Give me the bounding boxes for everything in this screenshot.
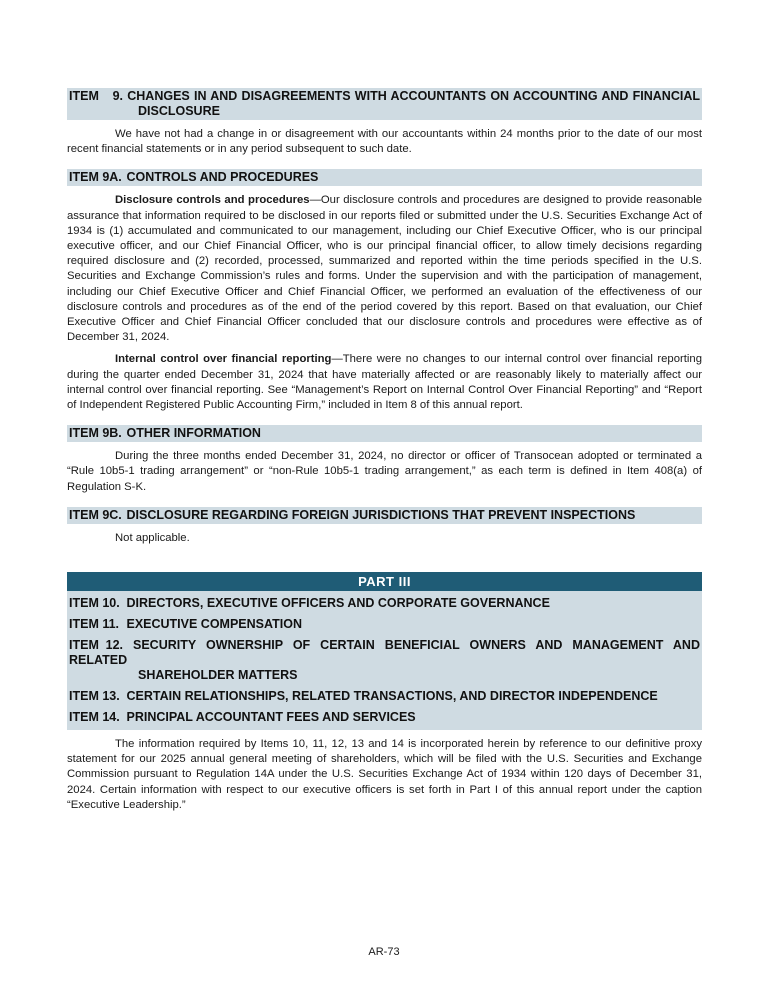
item11-heading bbox=[69, 614, 700, 635]
disclosure-controls-lead: Disclosure controls and procedures bbox=[115, 194, 310, 207]
item9-title-continued: DISCLOSURE bbox=[138, 104, 220, 118]
item9-title: CHANGES IN AND DISAGREEMENTS WITH ACCOUNTANTS ON ACCOUNTING AND FINANCIAL bbox=[127, 89, 700, 103]
item14-number: ITEM 14. bbox=[69, 710, 120, 725]
item9-number: ITEM 9. bbox=[69, 89, 123, 103]
item11-title: EXECUTIVE COMPENSATION bbox=[126, 617, 302, 632]
item9a-number: ITEM 9A. bbox=[69, 170, 122, 185]
item9c-number: ITEM 9C. bbox=[69, 507, 122, 522]
disclosure-controls-paragraph bbox=[67, 193, 702, 345]
item13-title: CERTAIN RELATIONSHIPS, RELATED TRANSACTIONS, AND DIRECTOR INDEPENDENCE bbox=[126, 689, 658, 704]
item14-title: PRINCIPAL ACCOUNTANT FEES AND SERVICES bbox=[126, 710, 416, 725]
item9b-title: OTHER INFORMATION bbox=[126, 426, 261, 441]
item12-heading bbox=[69, 635, 700, 686]
item9c-title: DISCLOSURE REGARDING FOREIGN JURISDICTIONS THAT PREVENT INSPECTIONS bbox=[126, 507, 636, 522]
page-number: AR-73 bbox=[368, 946, 400, 958]
item9-paragraph: We have not had a change in or disagreement with our accountants within 24 months prior to the date of our most recent financial statements or in any period subsequent to such date. bbox=[67, 128, 702, 156]
item9a-title: CONTROLS AND PROCEDURES bbox=[126, 170, 319, 185]
item10-title: DIRECTORS, EXECUTIVE OFFICERS AND CORPORATE GOVERNANCE bbox=[126, 596, 550, 611]
item11-number: ITEM 11. bbox=[69, 617, 120, 632]
disclosure-controls-text: —Our disclosure controls and procedures are designed to provide reasonable assurance that information required to be disclosed in our reports filed or submitted under the U.S. Securities Exchange Act of 1934 is (1) accumulated and communicated to our management, including our Chief Executive Officer, who is our principal executive officer, and our Chief Financial Officer, who is our principal financial officer, to allow timely decisions regarding required disclosure and (2) recorded, processed, summarized and reported within the time periods specified in the U.S. Securities and Exchange Commission’s rules and forms. Under the supervision and with the participation of management, including our Chief Executive Officer and Chief Financial Officer, we performed an evaluation of the effectiveness of our disclosure controls and procedures as of the end of the period covered by this report. Based on that evaluation, our Chief Executive Officer and Chief Financial Officer concluded that our disclosure controls and procedures were effective as of December 31, 2024. bbox=[67, 194, 702, 344]
internal-control-paragraph bbox=[67, 352, 702, 413]
item12-title: SECURITY OWNERSHIP OF CERTAIN BENEFICIAL OWNERS AND MANAGEMENT AND RELATED bbox=[69, 638, 700, 668]
item12-title-continued: SHAREHOLDER MATTERS bbox=[138, 668, 298, 683]
item9c-heading bbox=[67, 507, 702, 524]
item13-heading bbox=[69, 686, 700, 707]
item12-number: ITEM 12. bbox=[69, 638, 123, 653]
item13-number: ITEM 13. bbox=[69, 689, 120, 704]
internal-control-lead: Internal control over financial reporting bbox=[115, 353, 332, 366]
item9b-heading bbox=[67, 425, 702, 442]
item9a-heading bbox=[67, 169, 702, 186]
part3-items bbox=[67, 591, 702, 730]
part3-banner: PART III bbox=[67, 572, 702, 591]
item10-number: ITEM 10. bbox=[69, 596, 120, 611]
item9b-paragraph: During the three months ended December 31, 2024, no director or officer of Transocean adopted or terminated a “Rule 10b5-1 trading arrangement” or “non-Rule 10b5-1 trading arrangement,” as each term is defined in Item 408(a) of Regulation S-K. bbox=[67, 450, 702, 493]
item9c-paragraph: Not applicable. bbox=[115, 531, 190, 544]
item14-heading bbox=[69, 707, 700, 728]
item9-heading bbox=[67, 88, 702, 120]
item10-heading bbox=[69, 593, 700, 614]
document-body bbox=[67, 88, 702, 813]
part3-paragraph: The information required by Items 10, 11, 12, 13 and 14 is incorporated herein by reference to our definitive proxy statement for our 2025 annual general meeting of shareholders, which will be filed with the U.S. Securities and Exchange Commission pursuant to Regulation 14A under the U.S. Securities Exchange Act of 1934 within 120 days of December 31, 2024. Certain information with respect to our executive officers is set forth in Part I of this annual report under the caption “Executive Leadership.” bbox=[67, 738, 702, 811]
internal-control-text: —There were no changes to our internal control over financial reporting during the quarter ended December 31, 2024 that have materially affected or are reasonably likely to materially affect our internal control over financial reporting. See “Management’s Report on Internal Control Over Financial Reporting” and “Report of Independent Registered Public Accounting Firm,” included in Item 8 of this annual report. bbox=[67, 353, 702, 412]
item9b-number: ITEM 9B. bbox=[69, 426, 122, 441]
